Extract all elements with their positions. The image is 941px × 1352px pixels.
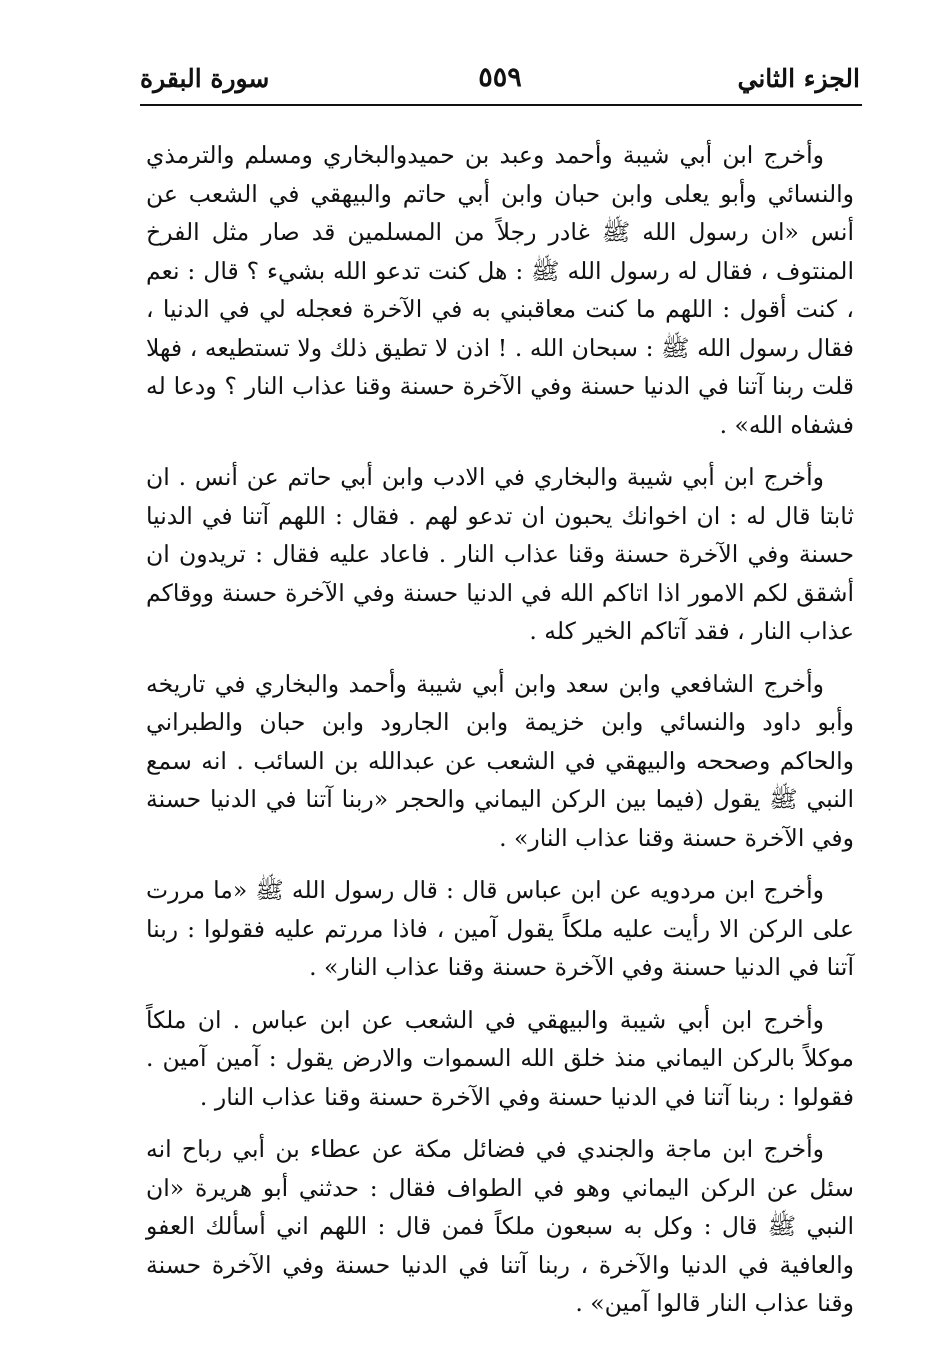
page-number: ٥٥٩: [478, 62, 522, 93]
paragraph: وأخرج ابن أبي شيبة والبخاري في الادب وابن أبي حاتم عن أنس . ان ثابتا قال له : ان اخوانك يحبون ان تدعو لهم . فقال : اللهم آتنا في الدنيا حسنة وفي الآخرة حسنة وقنا عذاب النار . فاعاد عليه فقال : تريدون ان أشقق لكم الامور اذا اتاكم الله في الدنيا حسنة وفي الآخرة حسنة ووقاكم عذاب النار ، فقد آتاكم الخير كله .: [146, 463, 854, 645]
paragraph: وأخرج ابن ماجة والجندي في فضائل مكة عن عطاء بن أبي رباح انه سئل عن الركن اليماني وهو في الطواف فقال : حدثني أبو هريرة «ان النبي ﷺ قال : وكل به سبعون ملكاً فمن قال : اللهم اني أسألك العفو والعافية في الدنيا والآخرة ، ربنا آتنا في الدنيا حسنة وفي الآخرة حسنة وقنا عذاب النار قالوا آمين» .: [146, 1135, 854, 1317]
paragraph: وأخرج ابن أبي شيبة والبيهقي في الشعب عن ابن عباس . ان ملكاً موكلاً بالركن اليماني منذ خلق الله السموات والارض يقول : آمين آمين . فقولوا : ربنا آتنا في الدنيا حسنة وفي الآخرة حسنة وقنا عذاب النار .: [146, 1005, 854, 1111]
page-body: [146, 136, 854, 1337]
paragraph: وأخرج الشافعي وابن سعد وابن أبي شيبة وأحمد والبخاري في تاريخه وأبو داود والنسائي وابن خزيمة وابن الجارود وابن حبان والطبراني والحاكم وصححه والبيهقي في الشعب عن عبدالله بن السائب . انه سمع النبي ﷺ يقول (فيما بين الركن اليماني والحجر «ربنا آتنا في الدنيا حسنة وفي الآخرة حسنة وقنا عذاب النار» .: [146, 669, 854, 852]
header-divider: [140, 104, 862, 106]
part-title: الجزء الثاني: [737, 64, 860, 93]
paragraph: وأخرج ابن أبي شيبة وأحمد وعبد بن حميدوالبخاري ومسلم والترمذي والنسائي وأبو يعلى وابن حبان وابن أبي حاتم والبيهقي في الشعب عن أنس «ان رسول الله ﷺ غادر رجلاً من المسلمين قد صار مثل الفرخ المنتوف ، فقال له رسول الله ﷺ : هل كنت تدعو الله بشيء ؟ قال : نعم ، كنت أقول : اللهم ما كنت معاقبني به في الآخرة فعجله لي في الدنيا ، فقال رسول الله ﷺ : سبحان الله . ! اذن لا تطيق ذلك ولا تستطيعه ، فهلا قلت ربنا آتنا في الدنيا حسنة وفي الآخرة حسنة وقنا عذاب النار ؟ ودعا له فشفاه الله» .: [146, 141, 854, 439]
surah-title: سورة البقرة: [140, 64, 270, 93]
page-header: [140, 58, 860, 98]
paragraph: وأخرج ابن مردويه عن ابن عباس قال : قال رسول الله ﷺ «ما مررت على الركن الا رأيت عليه ملكاً يقول آمين ، فاذا مررتم عليه فقولوا : ربنا آتنا في الدنيا حسنة وفي الآخرة حسنة وقنا عذاب النار» .: [146, 876, 854, 981]
